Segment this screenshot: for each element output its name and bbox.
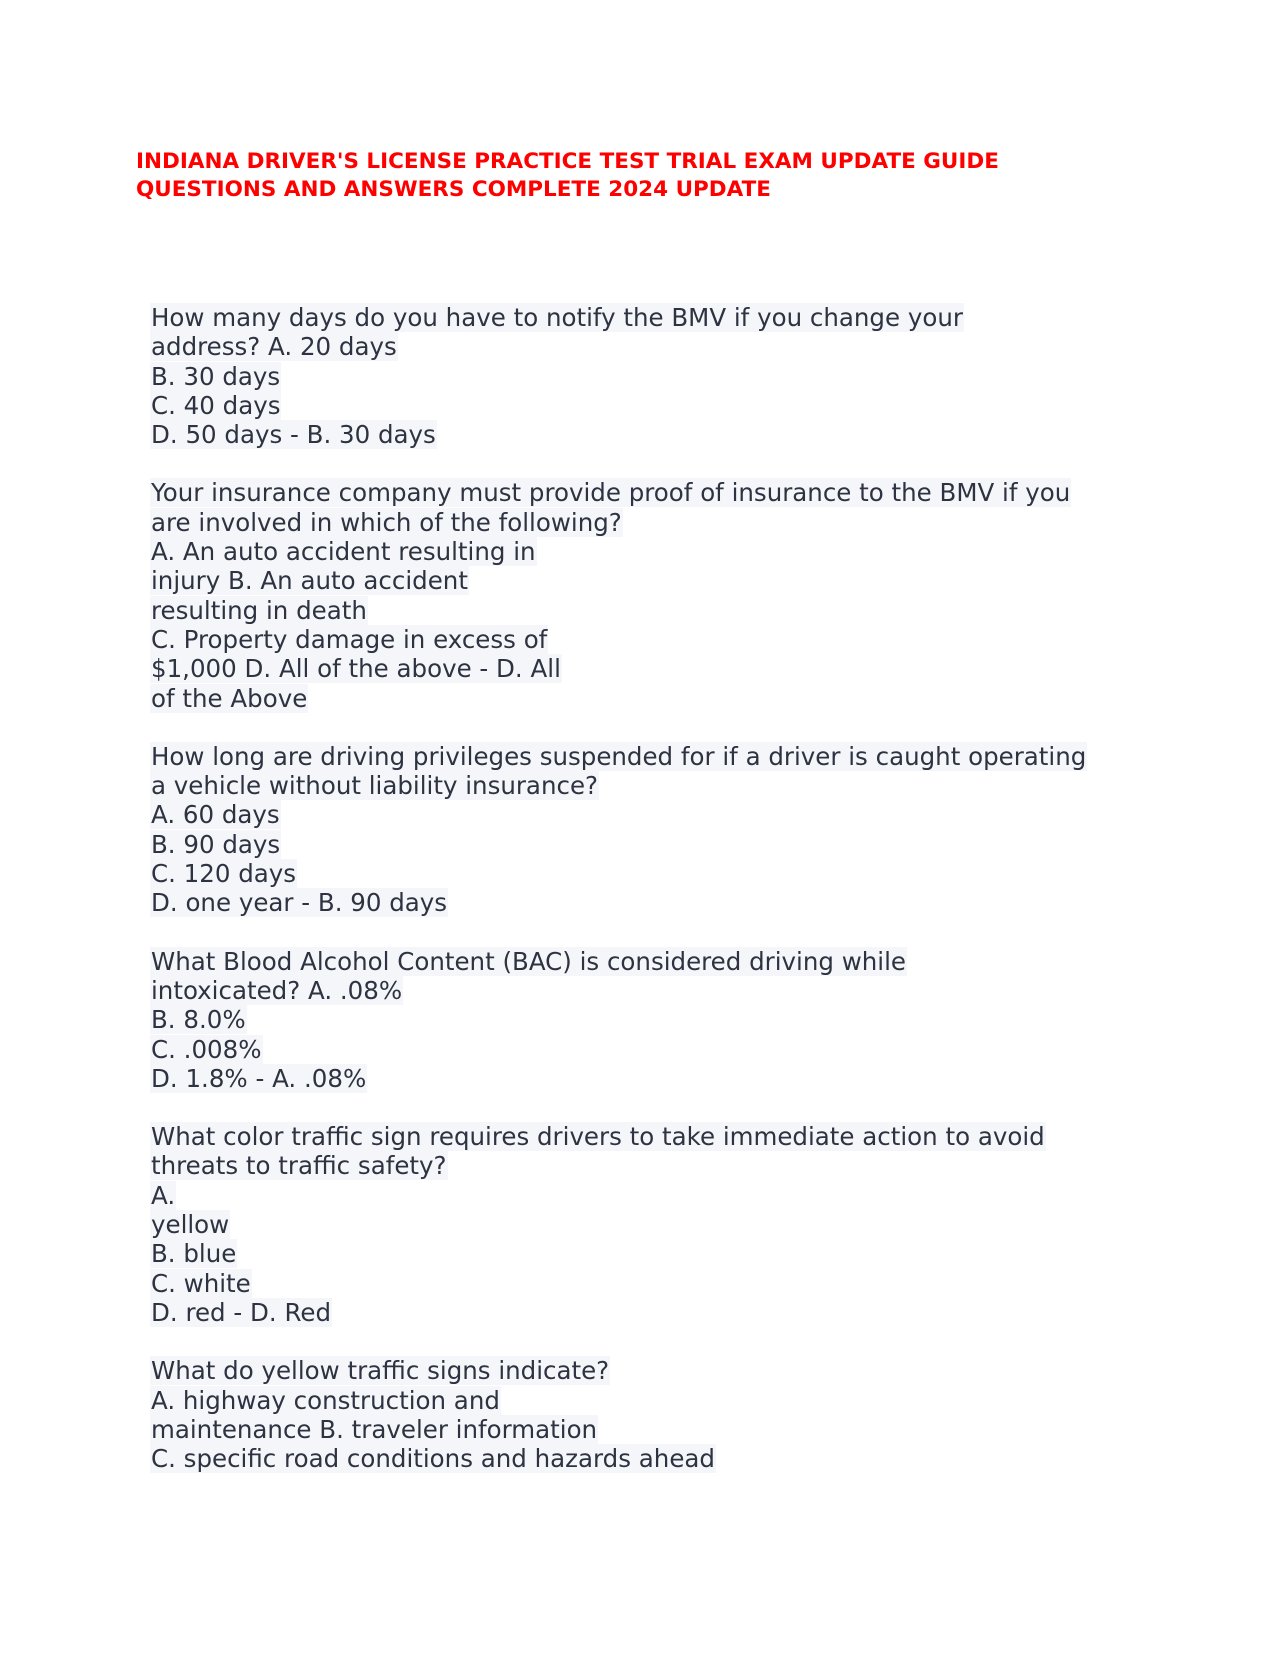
answer-option: B. 8.0%: [151, 1005, 246, 1035]
question-block-2: [150, 478, 1150, 712]
question-line: How many days do you have to notify the BMV if you change your: [151, 303, 963, 332]
answer-option: C. white: [151, 1268, 251, 1298]
question-line: threats to traffic safety?: [151, 1151, 447, 1181]
question-line: How long are driving privileges suspended for if a driver is caught operating: [151, 741, 1087, 771]
answer-option: yellow: [151, 1210, 230, 1240]
answer-option: C. Property damage in excess of: [151, 624, 548, 654]
answer-option: B. 30 days: [151, 361, 281, 391]
question-block-5: [150, 1122, 1150, 1327]
answer-option: maintenance B. traveler information: [151, 1414, 598, 1444]
answer-option: C. .008%: [151, 1034, 262, 1064]
question-block-3: [150, 742, 1150, 918]
question-list: [150, 303, 1150, 1502]
answer-line: of the Above: [151, 683, 308, 713]
question-line: What color traffic sign requires drivers to take immediate action to avoid: [151, 1122, 1045, 1152]
answer-option: C. specific road conditions and hazards ahead: [151, 1444, 715, 1474]
question-line: are involved in which of the following?: [151, 507, 622, 537]
answer-option: A. 60 days: [151, 800, 280, 830]
answer-option: B. blue: [151, 1239, 237, 1269]
question-line: What do yellow traffic signs indicate?: [151, 1356, 610, 1386]
answer-option-with-answer: $1,000 D. All of the above - D. All: [151, 654, 561, 684]
document-title: [136, 148, 1136, 204]
question-line: Your insurance company must provide proof of insurance to the BMV if you: [151, 478, 1071, 508]
answer-option: A. highway construction and: [151, 1385, 500, 1415]
question-line: intoxicated? A. .08%: [151, 975, 403, 1005]
answer-option: C. 40 days: [151, 390, 281, 420]
question-block-1: [150, 303, 1150, 449]
answer-option: resulting in death: [151, 595, 367, 625]
question-block-4: [150, 947, 1150, 1093]
question-line: What Blood Alcohol Content (BAC) is considered driving while: [151, 946, 906, 976]
answer-option-with-answer: D. 50 days - B. 30 days: [151, 420, 436, 450]
answer-option-with-answer: D. red - D. Red: [151, 1297, 332, 1327]
question-line: address? A. 20 days: [151, 332, 397, 362]
answer-option-with-answer: D. 1.8% - A. .08%: [151, 1063, 367, 1093]
answer-option-with-answer: D. one year - B. 90 days: [151, 888, 448, 918]
answer-option: A.: [151, 1180, 176, 1210]
answer-option: A. An auto accident resulting in: [151, 537, 536, 567]
question-line: a vehicle without liability insurance?: [151, 771, 599, 801]
answer-option: B. 90 days: [151, 829, 281, 859]
question-block-6: [150, 1356, 1150, 1473]
answer-option: injury B. An auto accident: [151, 566, 468, 596]
answer-option: C. 120 days: [151, 859, 297, 889]
title-line-2: QUESTIONS AND ANSWERS COMPLETE 2024 UPDATE: [136, 177, 771, 202]
title-line-1: INDIANA DRIVER'S LICENSE PRACTICE TEST TRIAL EXAM UPDATE GUIDE: [136, 149, 999, 174]
